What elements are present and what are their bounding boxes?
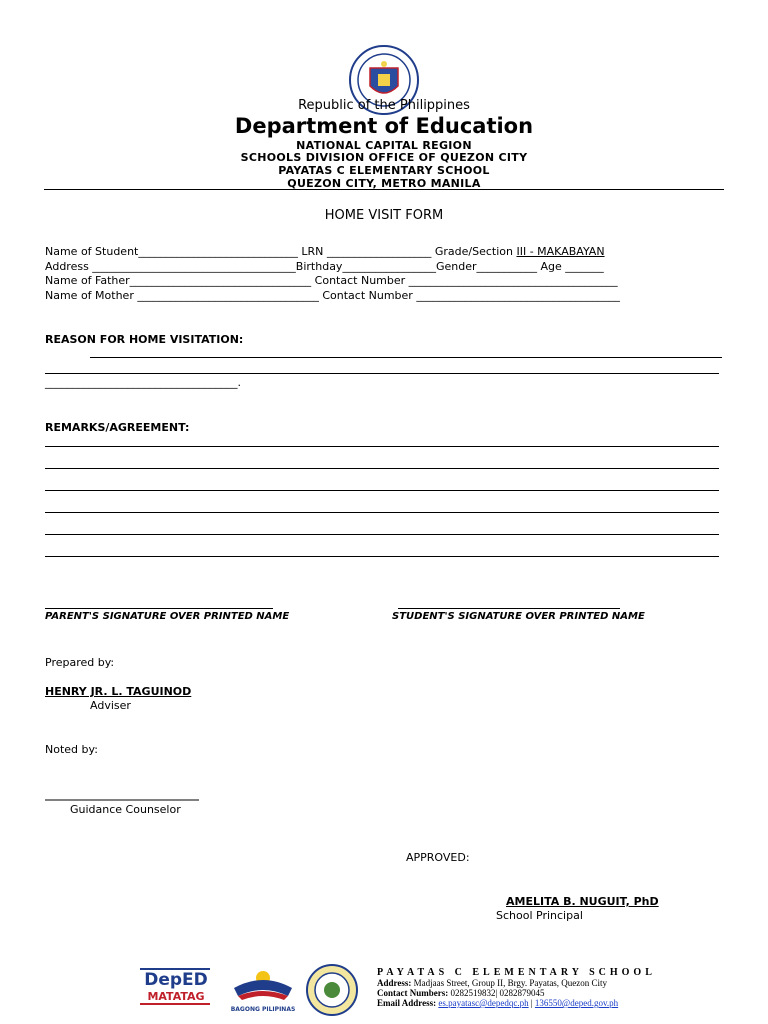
father-row[interactable]: Name of Father_________________________________ Contact Number ______________________________________ xyxy=(45,274,618,287)
contact-value: 0282519832| 0282879045 xyxy=(450,988,545,998)
email-link-2[interactable]: 136550@deped.gov.ph xyxy=(534,998,619,1008)
bagong-pilipinas-icon xyxy=(228,966,298,1002)
principal-title: School Principal xyxy=(496,909,583,922)
school-seal-icon xyxy=(306,964,358,1016)
address-row[interactable]: Address _____________________________________Birthday_________________Gender___________ Age _______ xyxy=(45,260,604,273)
reason-label: REASON FOR HOME VISITATION: xyxy=(45,333,244,346)
email-link-1[interactable]: es.payatasc@depedqc.ph xyxy=(438,998,529,1008)
remarks-label: REMARKS/AGREEMENT: xyxy=(45,421,190,434)
counselor-title: Guidance Counselor xyxy=(70,803,181,816)
principal-name: AMELITA B. NUGUIT, PhD xyxy=(506,895,659,908)
form-title: HOME VISIT FORM xyxy=(324,208,444,223)
remarks-line[interactable] xyxy=(45,556,719,557)
remarks-line[interactable] xyxy=(45,512,719,513)
department-title: Department of Education xyxy=(234,114,534,138)
bagong-pilipinas-text: BAGONG PILIPINAS xyxy=(230,1006,296,1013)
reason-line-3[interactable]: ___________________________________. xyxy=(45,376,241,389)
deped-logo-text: DepED xyxy=(144,970,208,990)
address-value: Madjaas Street, Group II, Brgy. Payatas, Quezon City xyxy=(413,978,608,988)
matatag-logo-text: MATATAG xyxy=(147,990,205,1003)
location-text: QUEZON CITY, METRO MANILA xyxy=(287,177,481,190)
adviser-name: HENRY JR. L. TAGUINOD xyxy=(45,685,192,698)
footer-email xyxy=(377,998,618,1008)
bagong-pilipinas-logo xyxy=(228,966,298,1012)
grade-section-value[interactable]: III - MAKABAYAN xyxy=(516,245,605,258)
noted-by-label: Noted by: xyxy=(45,743,98,756)
grade-section-label: Grade/Section xyxy=(434,245,513,258)
division-text: SCHOOLS DIVISION OFFICE OF QUEZON CITY xyxy=(240,151,528,164)
student-lrn-fields[interactable]: Name of Student_____________________________ LRN ___________________ xyxy=(45,245,432,258)
footer-address xyxy=(377,978,607,988)
student-signature-line[interactable] xyxy=(398,608,620,609)
remarks-line[interactable] xyxy=(45,446,719,447)
adviser-title: Adviser xyxy=(90,699,131,712)
parent-signature-label: PARENT'S SIGNATURE OVER PRINTED NAME xyxy=(45,611,290,622)
remarks-line[interactable] xyxy=(45,534,719,535)
email-label: Email Address: xyxy=(377,998,437,1008)
footer-school-name: PAYATAS C ELEMENTARY SCHOOL xyxy=(377,967,656,978)
header-divider xyxy=(44,189,724,190)
parent-signature-line[interactable] xyxy=(45,608,273,609)
deped-matatag-logo xyxy=(140,968,212,1010)
remarks-line[interactable] xyxy=(45,490,719,491)
student-row[interactable] xyxy=(45,245,605,258)
contact-label: Contact Numbers: xyxy=(377,988,449,998)
email-separator: | xyxy=(528,998,535,1008)
student-signature-label: STUDENT'S SIGNATURE OVER PRINTED NAME xyxy=(392,611,645,622)
reason-line-1[interactable] xyxy=(90,357,722,358)
footer-contact xyxy=(377,988,545,998)
region-text: NATIONAL CAPITAL REGION xyxy=(296,139,472,152)
reason-line-2[interactable] xyxy=(45,373,719,374)
approved-label: APPROVED: xyxy=(406,851,470,864)
address-label: Address: xyxy=(377,978,412,988)
mother-row[interactable]: Name of Mother _________________________________ Contact Number _____________________________________ xyxy=(45,289,620,302)
republic-text: Republic of the Philippines xyxy=(298,98,470,113)
prepared-by-label: Prepared by: xyxy=(45,656,115,669)
counselor-signature-line[interactable]: ____________________________ xyxy=(45,788,199,801)
remarks-line[interactable] xyxy=(45,468,719,469)
school-text: PAYATAS C ELEMENTARY SCHOOL xyxy=(278,164,490,177)
